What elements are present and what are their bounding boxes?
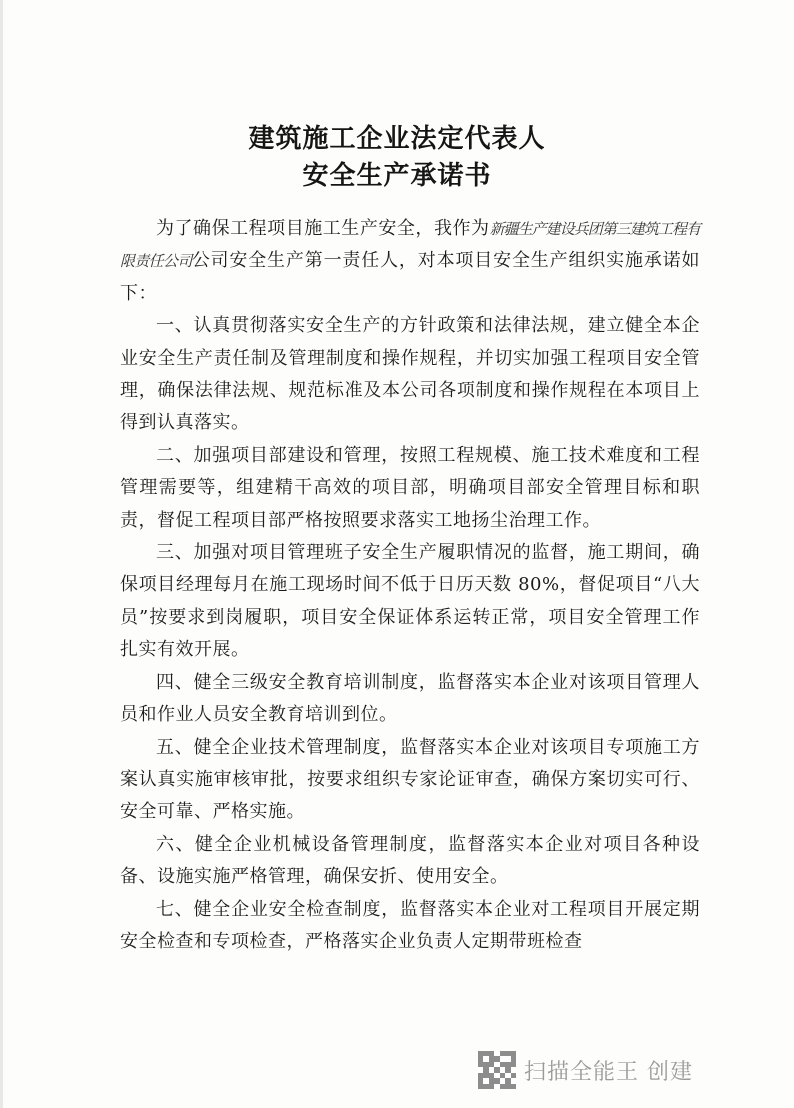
commitment-item-7: 七、健全企业安全检查制度，监督落实本企业对工程项目开展定期安全检查和专项检查，严格落实企业负责人定期带班检查 [120,898,700,952]
watermark-text: 扫描全能王 创建 [524,1059,693,1085]
intro-text-after: 公司安全生产第一责任人，对本项目安全生产组织实施承诺如下： [120,250,700,304]
commitment-item-5: 五、健全企业技术管理制度，监督落实本企业对该项目专项施工方案认真实施审核审批，按要求组织专家论证审查，确保方案切实可行、安全可靠、严格实施。 [120,736,700,823]
commitment-item-6: 六、健全企业机械设备管理制度，监督落实本企业对项目各种设备、设施实施严格管理，确保安折、使用安全。 [120,833,700,888]
commitment-item-3: 三、加强对项目管理班子安全生产履职情况的监督，施工期间，确保项目经理每月在施工现场时间不低于日历天数 80%，督促项目“八大员”按要求到岗履职，项目安全保证体系运转正常，项目安全管理工作扎实有效开展。 [120,542,700,661]
intro-paragraph [120,213,700,310]
handwritten-company-name: 新疆生产建设兵团第三建筑工程有限责任公司 [120,220,700,271]
document-body [120,213,700,958]
document-title-line1: 建筑施工企业法定代表人 [248,124,546,154]
commitment-item-2: 二、加强项目部建设和管理，按照工程规模、施工技术难度和工程管理需要等，组建精干高效的项目部，明确项目部安全管理目标和职责，督促工程项目部严格按照要求落实工地扬尘治理工作。 [120,444,700,531]
scanner-watermark [478,1050,693,1090]
qr-code-icon [478,1051,516,1089]
document-title-line2: 安全生产承诺书 [302,161,492,191]
commitment-item-4: 四、健全三级安全教育培训制度，监督落实本企业对该项目管理人员和作业人员安全教育培训到位。 [120,671,700,726]
commitment-item-1: 一、认真贯彻落实安全生产的方针政策和法律法规，建立健全本企业安全生产责任制及管理制度和操作规程，并切实加强工程项目安全管理，确保法律法规、规范标准及本公司各项制度和操作规程在本项目上得到认真落实。 [120,315,700,434]
intro-text-before: 为了确保工程项目施工生产安全，我作为 [156,218,490,239]
